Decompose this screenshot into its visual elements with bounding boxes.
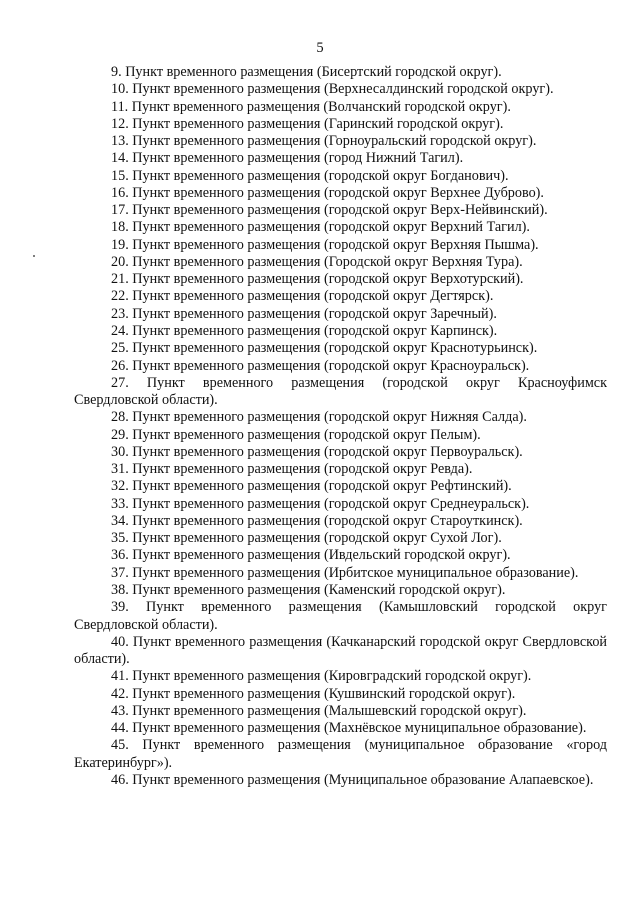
scan-speck xyxy=(33,255,35,257)
list-item: 31. Пункт временного размещения (городской округ Ревда). xyxy=(111,461,473,478)
list-item: 16. Пункт временного размещения (городской округ Верхнее Дуброво). xyxy=(111,184,544,201)
list-item: 43. Пункт временного размещения (Малышевский городской округ). xyxy=(111,702,527,719)
list-item: 9. Пункт временного размещения (Бисертский городской округ). xyxy=(111,64,502,80)
list-item: 18. Пункт временного размещения (городской округ Верхний Тагил). xyxy=(111,219,530,236)
list-item: 38. Пункт временного размещения (Каменский городской округ). xyxy=(111,581,506,598)
list-item: 19. Пункт временного размещения (городской округ Верхняя Пышма). xyxy=(111,236,539,253)
list-item: 12. Пункт временного размещения (Гаринский городской округ). xyxy=(111,115,504,132)
list-item: 15. Пункт временного размещения (городской округ Богданович). xyxy=(111,167,509,184)
list-item: 36. Пункт временного размещения (Ивдельский городской округ). xyxy=(111,547,511,564)
list-item: 45. Пункт временного размещения (муниципальное образование «город Екатеринбург»). xyxy=(74,737,607,771)
document-body xyxy=(74,64,607,789)
list-item: 11. Пункт временного размещения (Волчанский городской округ). xyxy=(111,98,511,115)
page-number: 5 xyxy=(316,40,324,56)
list-item: 13. Пункт временного размещения (Горноуральский городской округ). xyxy=(111,133,537,150)
list-item: 25. Пункт временного размещения (городской округ Краснотурьинск). xyxy=(111,340,538,357)
list-item: 39. Пункт временного размещения (Камышловский городской округ Свердловской области). xyxy=(74,599,607,633)
list-item: 37. Пункт временного размещения (Ирбитское муниципальное образование). xyxy=(111,564,579,581)
list-item: 23. Пункт временного размещения (городской округ Заречный). xyxy=(111,305,497,322)
list-item: 30. Пункт временного размещения (городской округ Первоуральск). xyxy=(111,443,523,460)
list-item: 34. Пункт временного размещения (городской округ Староуткинск). xyxy=(111,512,523,529)
list-item: 41. Пункт временного размещения (Кировградский городской округ). xyxy=(111,668,532,685)
list-item: 20. Пункт временного размещения (Городской округ Верхняя Тура). xyxy=(111,253,523,270)
list-item: 17. Пункт временного размещения (городской округ Верх-Нейвинский). xyxy=(111,202,548,219)
list-item: 27. Пункт временного размещения (городской округ Красноуфимск Свердловской области). xyxy=(74,374,607,409)
list-item: 44. Пункт временного размещения (Махнёвское муниципальное образование). xyxy=(111,720,587,737)
list-item: 35. Пункт временного размещения (городской округ Сухой Лог). xyxy=(111,530,502,547)
list-item: 21. Пункт временного размещения (городской округ Верхотурский). xyxy=(111,271,524,288)
list-item: 24. Пункт временного размещения (городской округ Карпинск). xyxy=(111,322,498,339)
list-item: 14. Пункт временного размещения (город Нижний Тагил). xyxy=(111,150,464,167)
list-item: 33. Пункт временного размещения (городской округ Среднеуральск). xyxy=(111,495,530,512)
list-item: 40. Пункт временного размещения (Качканарский городской округ Свердловской области). xyxy=(74,633,607,668)
list-item: 26. Пункт временного размещения (городской округ Красноуральск). xyxy=(111,357,530,374)
list-item: 32. Пункт временного размещения (городской округ Рефтинский). xyxy=(111,478,512,495)
list-item: 46. Пункт временного размещения (Муниципальное образование Алапаевское). xyxy=(111,771,594,788)
list-item: 29. Пункт временного размещения (городской округ Пелым). xyxy=(111,426,481,443)
list-item: 42. Пункт временного размещения (Кушвинский городской округ). xyxy=(111,685,516,702)
list-item: 22. Пункт временного размещения (городской округ Дегтярск). xyxy=(111,288,494,305)
list-item: 10. Пункт временного размещения (Верхнесалдинский городской округ). xyxy=(111,81,554,98)
list-item: 28. Пункт временного размещения (городской округ Нижняя Салда). xyxy=(111,409,527,426)
